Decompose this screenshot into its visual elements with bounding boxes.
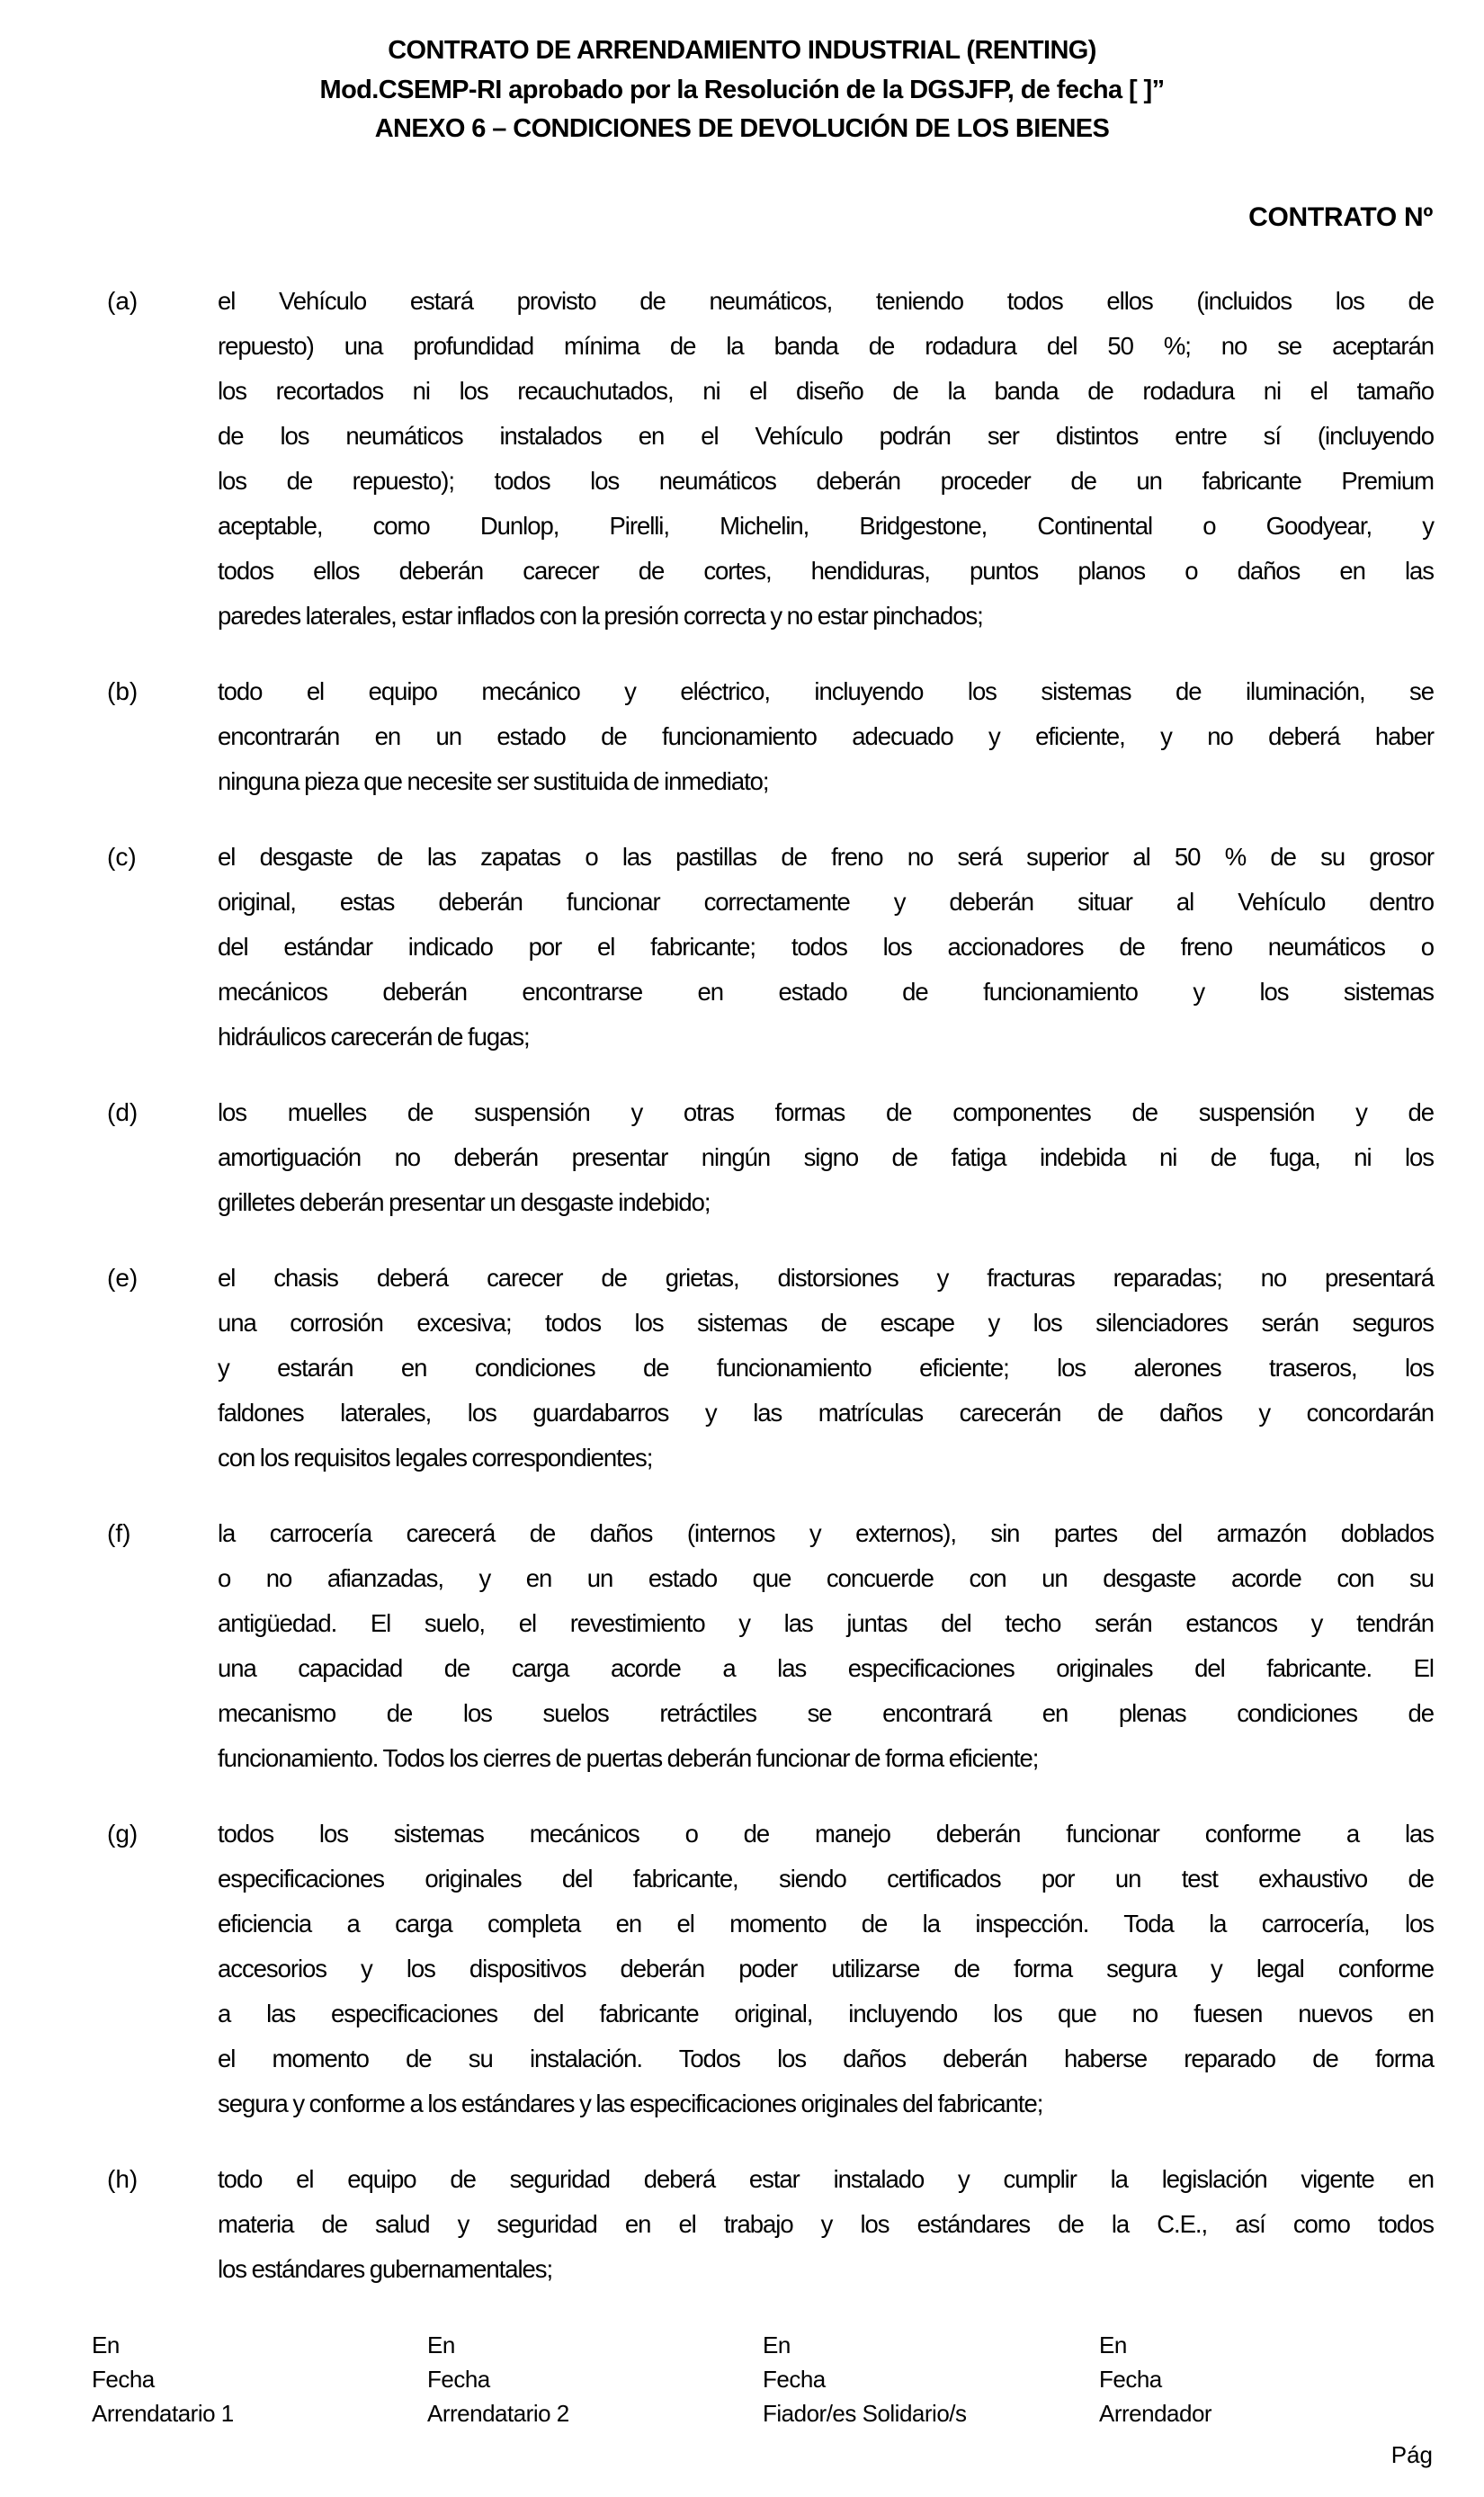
clause-text-line: el chasis deberá carecer de grietas, distorsiones y fracturas reparadas; no presentará: [218, 1264, 1434, 1292]
signature-block-arrendatario-1: [92, 2328, 234, 2430]
clause-text: [218, 835, 1434, 1060]
signature-party: Arrendatario 1: [92, 2400, 234, 2427]
clause-text-line: accesorios y los dispositivos deberán poder utilizarse de forma segura y legal conforme: [218, 1955, 1434, 1982]
signature-party: Arrendador: [1099, 2400, 1212, 2427]
clause-text: [218, 1511, 1434, 1781]
clause-text-line: los muelles de suspensión y otras formas de componentes de suspensión y de: [218, 1098, 1434, 1126]
clause-text-line: antigüedad. El suelo, el revestimiento y las juntas del techo serán estancos y tendrán: [218, 1609, 1434, 1637]
signature-block-arrendador: [1099, 2328, 1211, 2430]
signature-block-arrendatario-2: [427, 2328, 569, 2430]
clause-text-line: materia de salud y seguridad en el trabajo y los estándares de la C.E., así como todos: [218, 2210, 1434, 2238]
document-title: CONTRATO DE ARRENDAMIENTO INDUSTRIAL (RENTING): [388, 36, 1096, 65]
clause-text-line: a las especificaciones del fabricante original, incluyendo los que no fuesen nuevos en: [218, 2000, 1434, 2027]
clause-text-line: el momento de su instalación. Todos los daños deberán haberse reparado de forma: [218, 2045, 1434, 2072]
clause-label: (d): [107, 1098, 139, 1126]
clause-text-line: una capacidad de carga acorde a las especificaciones originales del fabricante. El: [218, 1654, 1434, 1682]
clause-text-line: grilletes deberán presentar un desgaste indebido;: [218, 1188, 711, 1216]
clause-text-line: encontrarán en un estado de funcionamiento adecuado y eficiente, y no deberá haber: [218, 722, 1434, 750]
clause-label: (h): [107, 2165, 139, 2193]
contract-number-label: CONTRATO Nº: [1248, 202, 1433, 232]
annex-title: ANEXO 6 – CONDICIONES DE DEVOLUCIÓN DE LOS BIENES: [374, 114, 1110, 143]
clause-text-line: todo el equipo de seguridad deberá estar instalado y cumplir la legislación vigente en: [218, 2165, 1434, 2193]
clause-text-line: el Vehículo estará provisto de neumáticos, teniendo todos ellos (incluidos los de: [218, 287, 1434, 315]
clause-text-line: los estándares gubernamentales;: [218, 2255, 553, 2283]
clause-text: [218, 279, 1434, 639]
clause-text-line: el desgaste de las zapatas o las pastillas de freno no será superior al 50 % de su grosor: [218, 843, 1434, 871]
clause-text-line: del estándar indicado por el fabricante; todos los accionadores de freno neumáticos o: [218, 933, 1434, 961]
clause-label: (b): [107, 677, 139, 705]
clause-label: (g): [107, 1820, 139, 1848]
clause-text-line: una corrosión excesiva; todos los sistemas de escape y los silenciadores serán seguros: [218, 1309, 1434, 1337]
clause-text-line: faldones laterales, los guardabarros y las matrículas carecerán de daños y concordarán: [218, 1399, 1434, 1427]
clause-text: [218, 1812, 1434, 2126]
clause-text-line: todo el equipo mecánico y eléctrico, incluyendo los sistemas de iluminación, se: [218, 677, 1434, 705]
document-subtitle: Mod.CSEMP-RI aprobado por la Resolución de la DGSJFP, de fecha [ ]”: [319, 76, 1165, 104]
signature-party: Fiador/es Solidario/s: [763, 2400, 967, 2427]
clause-text-line: paredes laterales, estar inflados con la presión correcta y no estar pinchados;: [218, 602, 983, 630]
clause-text-line: segura y conforme a los estándares y las especificaciones originales del fabricante;: [218, 2090, 1043, 2117]
clause-text-line: los de repuesto); todos los neumáticos deberán proceder de un fabricante Premium: [218, 467, 1434, 495]
clause-label: (a): [107, 287, 139, 315]
clause-text-line: aceptable, como Dunlop, Pirelli, Michelin, Bridgestone, Continental o Goodyear, y: [218, 512, 1434, 540]
clause-text: [218, 1090, 1434, 1225]
clause-text-line: mecánicos deberán encontrarse en estado de funcionamiento y los sistemas: [218, 978, 1434, 1006]
signature-place: En: [763, 2331, 791, 2358]
clause-text-line: hidráulicos carecerán de fugas;: [218, 1023, 530, 1051]
clause-text-line: eficiencia a carga completa en el momento de la inspección. Toda la carrocería, los: [218, 1910, 1434, 1938]
clause-text-line: y estarán en condiciones de funcionamiento eficiente; los alerones traseros, los: [218, 1354, 1434, 1382]
signature-date: Fecha: [1099, 2366, 1162, 2393]
signature-place: En: [92, 2331, 120, 2358]
clause-text-line: todos los sistemas mecánicos o de manejo deberán funcionar conforme a las: [218, 1820, 1434, 1848]
clause-text-line: funcionamiento. Todos los cierres de puertas deberán funcionar de forma eficiente;: [218, 1744, 1039, 1772]
clause-text-line: repuesto) una profundidad mínima de la banda de rodadura del 50 %; no se aceptarán: [218, 332, 1434, 360]
clause-label: (c): [107, 843, 137, 871]
clause-text-line: la carrocería carecerá de daños (internos y externos), sin partes del armazón doblados: [218, 1519, 1434, 1547]
clause-label: (f): [107, 1519, 131, 1547]
signature-block-fiador: [763, 2328, 967, 2430]
clause-text: [218, 1256, 1434, 1481]
clause-label: (e): [107, 1264, 139, 1292]
clause-text-line: de los neumáticos instalados en el Vehículo podrán ser distintos entre sí (incluyendo: [218, 422, 1434, 450]
clause-text-line: con los requisitos legales correspondientes;: [218, 1444, 653, 1472]
signature-party: Arrendatario 2: [427, 2400, 569, 2427]
signature-date: Fecha: [427, 2366, 490, 2393]
clause-text: [218, 2157, 1434, 2292]
page-number-label: Pág: [1390, 2441, 1433, 2468]
clause-text-line: los recortados ni los recauchutados, ni el diseño de la banda de rodadura ni el tamaño: [218, 377, 1434, 405]
clause-text-line: original, estas deberán funcionar correctamente y deberán situar al Vehículo dentro: [218, 888, 1434, 916]
signature-date: Fecha: [763, 2366, 826, 2393]
clause-text-line: ninguna pieza que necesite ser sustituida de inmediato;: [218, 767, 769, 795]
signature-place: En: [1099, 2331, 1127, 2358]
clause-text-line: todos ellos deberán carecer de cortes, hendiduras, puntos planos o daños en las: [218, 557, 1434, 585]
clause-text: [218, 669, 1434, 804]
clause-text-line: mecanismo de los suelos retráctiles se encontrará en plenas condiciones de: [218, 1699, 1434, 1727]
clause-text-line: especificaciones originales del fabricante, siendo certificados por un test exhaustivo de: [218, 1865, 1434, 1893]
signature-date: Fecha: [92, 2366, 155, 2393]
clause-text-line: amortiguación no deberán presentar ningún signo de fatiga indebida ni de fuga, ni los: [218, 1143, 1434, 1171]
clause-text-line: o no afianzadas, y en un estado que concuerde con un desgaste acorde con su: [218, 1564, 1434, 1592]
signature-place: En: [427, 2331, 455, 2358]
